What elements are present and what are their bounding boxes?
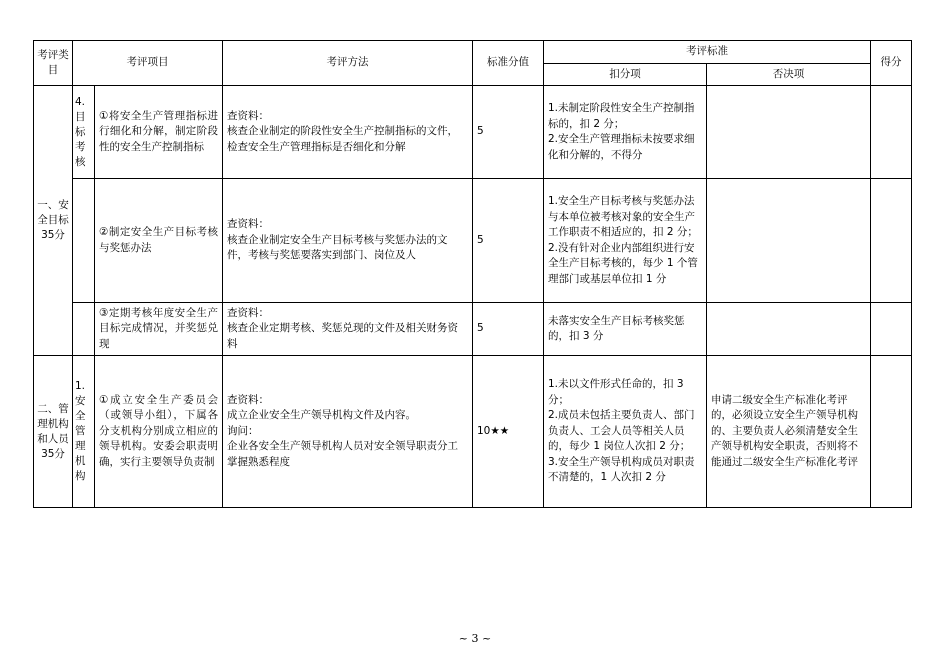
item-cell: ①将安全生产管理指标进行细化和分解，制定阶段性的安全生产控制指标 (95, 86, 223, 179)
subcategory-cell-empty (73, 303, 95, 356)
subcategory-cell-empty (73, 179, 95, 303)
table-row (34, 356, 912, 508)
category-cell: 一、安全目标35分 (34, 86, 73, 356)
header-veto: 否决项 (707, 64, 871, 86)
table-row (34, 303, 912, 356)
evaluation-table (33, 40, 912, 508)
header-standard: 考评标准 (544, 41, 871, 64)
points-cell (871, 356, 912, 508)
table-row (34, 179, 912, 303)
deduction-cell: 1.未制定阶段性安全生产控制指标的，扣 2 分； 2.安全生产管理指标未按要求细化和分解的，不得分 (544, 86, 707, 179)
points-cell (871, 303, 912, 356)
item-cell: ③定期考核年度安全生产目标完成情况，并奖惩兑现 (95, 303, 223, 356)
header-score: 标准分值 (473, 41, 544, 86)
score-cell: 10★★ (473, 356, 544, 508)
page-number: ~ 3 ~ (458, 632, 492, 645)
header-item: 考评项目 (73, 41, 223, 86)
header-method: 考评方法 (223, 41, 473, 86)
score-cell: 5 (473, 179, 544, 303)
item-cell: ②制定安全生产目标考核与奖惩办法 (95, 179, 223, 303)
method-cell: 查资料： 成立企业安全生产领导机构文件及内容。 询问： 企业各安全生产领导机构人员对安全领导职责分工掌握熟悉程度 (223, 356, 473, 508)
points-cell (871, 179, 912, 303)
subcategory-cell: 1.安全管理机构 (73, 356, 95, 508)
veto-cell: 申请二级安全生产标准化考评的，必须设立安全生产领导机构的、主要负责人必须清楚安全生产领导机构安全职责，否则将不能通过二级安全生产标准化考评 (707, 356, 871, 508)
points-cell (871, 86, 912, 179)
deduction-cell: 1.安全生产目标考核与奖惩办法与本单位被考核对象的安全生产工作职责不相适应的，扣 2 分； 2.没有针对企业内部组织进行安全生产目标考核的，每少 1 个管理部门或基层单位扣 1 分 (544, 179, 707, 303)
header-category: 考评类目 (34, 41, 73, 86)
category-cell: 二、管理机构和人员35分 (34, 356, 73, 508)
deduction-cell: 未落实安全生产目标考核奖惩的，扣 3 分 (544, 303, 707, 356)
deduction-cell: 1.未以文件形式任命的，扣 3 分； 2.成员未包括主要负责人、部门负责人、工会人员等相关人员的，每少 1 岗位人次扣 2 分； 3.安全生产领导机构成员对职责不清楚的，1 人次扣 2 分 (544, 356, 707, 508)
score-cell: 5 (473, 86, 544, 179)
header-points: 得分 (871, 41, 912, 86)
item-cell: ①成立安全生产委员会（或领导小组），下属各分支机构分别成立相应的领导机构。安委会职责明确，实行主要领导负责制 (95, 356, 223, 508)
method-cell: 查资料： 核查企业制定安全生产目标考核与奖惩办法的文件，考核与奖惩要落实到部门、岗位及人 (223, 179, 473, 303)
method-cell: 查资料： 核查企业制定的阶段性安全生产控制指标的文件，检查安全生产管理指标是否细化和分解 (223, 86, 473, 179)
header-row (34, 41, 912, 64)
header-deduction: 扣分项 (544, 64, 707, 86)
method-cell: 查资料： 核查企业定期考核、奖惩兑现的文件及相关财务资料 (223, 303, 473, 356)
table-row (34, 86, 912, 179)
veto-cell (707, 303, 871, 356)
subcategory-cell: 4.目标考核 (73, 86, 95, 179)
veto-cell (707, 86, 871, 179)
veto-cell (707, 179, 871, 303)
score-cell: 5 (473, 303, 544, 356)
